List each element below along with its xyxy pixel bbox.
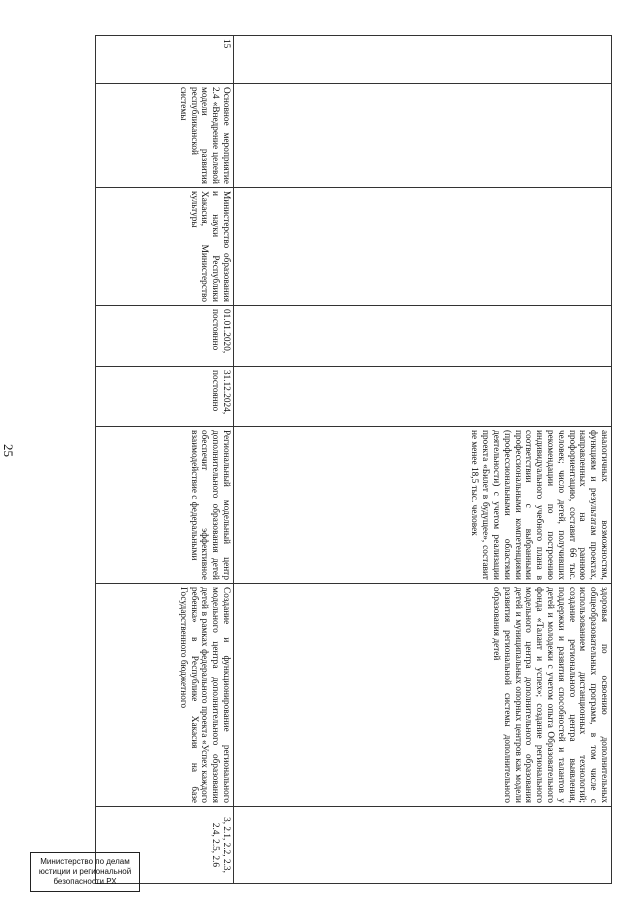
cell-empty [234,84,612,188]
cell-link: здоровья по освоению дополнительных общеобразовательных программ, в том числе с использованием дистанционных технологий; создание регионального центра выявления, поддержки и развития способностей и талантов у детей и молодежи с учетом опыта Образовательного фонда «Талант и успех»; создание регионального модельного центра дополнительного образования детей и муниципальных опорных центров как модели развития региональной системы дополнительного образования детей [234,584,612,807]
cell-indicators: 3, 2.1, 2.2, 2.3, 2.4, 2.5, 2.6 [96,807,234,884]
rotated-table-container [96,35,612,873]
cell-end-date: 31.12.2024, постоянно [96,367,234,427]
cell-empty [234,306,612,367]
cell-result: аналогичных возможностям, функциям и результатам проектах, направленных на раннюю профориентацию, составит 66 тыс. человек; число детей, получивших рекомендации по построению индивидуального учебного плана в соответствии с выбранными профессиональными компетенциями (профессиональными областями деятельности) с учетом реализации проекта «Билет в будущее», составит не менее 18,5 тыс. человек [234,427,612,584]
page-number: 25 [1,444,16,457]
stamp-line: Министерство по делам [40,857,130,866]
table-row [96,36,234,884]
cell-empty [234,188,612,306]
cell-empty [234,36,612,84]
cell-result: Региональный модельный центр дополнительного образования детей обеспечит эффективное взаимодействие с федеральными [96,427,234,584]
stamp-line: безопасности РХ [53,877,117,886]
cell-start-date: 01.01.2020, постоянно [96,306,234,367]
table-row [234,36,612,884]
events-table [95,35,612,884]
cell-number: 15 [96,36,234,84]
cell-executor: Министерство образования и науки Республики Хакасия, Министерство культуры [96,188,234,306]
stamp-line: юстиции и региональной [38,867,132,876]
cell-empty [234,367,612,427]
cell-event-name: Основное мероприятие 2.4 «Внедрение целевой модели развития республиканской системы [96,84,234,188]
cell-empty [234,807,612,884]
registration-stamp [30,852,140,892]
cell-link: Создание и функционирование регионального модельного центра дополнительного образования детей в рамках федерального проекта «Успех каждого ребенка» в Республике Хакасия на базе Государственного бюджетного [96,584,234,807]
